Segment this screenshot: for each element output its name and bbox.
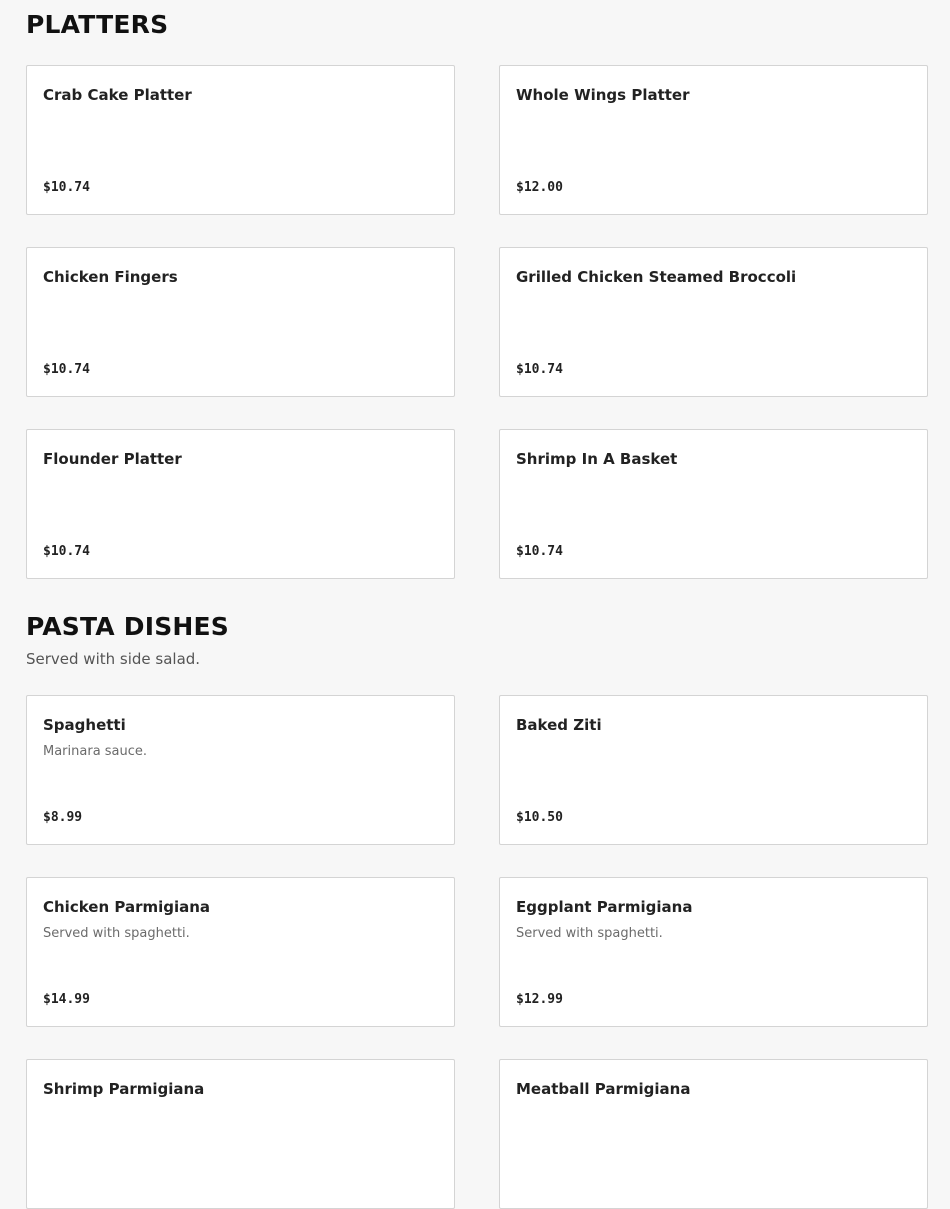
menu-item-name: Chicken Fingers	[43, 268, 178, 286]
menu-item-price: $12.99	[516, 992, 563, 1007]
menu-item-name: Chicken Parmigiana	[43, 898, 211, 916]
menu-item-description: Served with spaghetti.	[43, 926, 190, 941]
menu-item-card[interactable]	[499, 65, 928, 215]
menu-item-price: $10.50	[516, 810, 563, 825]
menu-item-card[interactable]	[26, 247, 455, 397]
menu-item-grid	[26, 695, 928, 1209]
menu-item-card[interactable]	[499, 1059, 928, 1209]
menu-item-card[interactable]	[26, 877, 455, 1027]
menu-item-name: Meatball Parmigiana	[516, 1080, 691, 1098]
menu-item-price: $14.99	[43, 992, 90, 1007]
menu-item-name: Grilled Chicken Steamed Broccoli	[516, 268, 797, 286]
menu-item-price: $10.74	[516, 544, 563, 559]
menu-item-grid	[26, 65, 928, 579]
menu-item-name: Flounder Platter	[43, 450, 182, 468]
menu-item-price: $10.74	[43, 180, 90, 195]
menu-item-card[interactable]	[26, 65, 455, 215]
menu-item-card[interactable]	[499, 695, 928, 845]
menu-item-card[interactable]	[26, 695, 455, 845]
menu-item-price: $12.00	[516, 180, 563, 195]
menu-item-description: Served with spaghetti.	[516, 926, 663, 941]
menu-item-name: Whole Wings Platter	[516, 86, 690, 104]
menu-item-price: $10.74	[43, 544, 90, 559]
menu-item-card[interactable]	[499, 877, 928, 1027]
menu-item-price: $10.74	[43, 362, 90, 377]
section-title: PASTA DISHES	[26, 612, 230, 641]
menu-item-price: $10.74	[516, 362, 563, 377]
menu-item-name: Eggplant Parmigiana	[516, 898, 693, 916]
menu-item-card[interactable]	[26, 429, 455, 579]
menu-item-name: Spaghetti	[43, 716, 126, 734]
menu-item-price: $8.99	[43, 810, 83, 825]
section-subtitle: Served with side salad.	[26, 650, 201, 668]
menu-section-pasta-dishes	[26, 612, 928, 1209]
menu-item-card[interactable]	[26, 1059, 455, 1209]
menu-item-card[interactable]	[499, 247, 928, 397]
menu-item-description: Marinara sauce.	[43, 744, 148, 759]
menu-item-name: Shrimp Parmigiana	[43, 1080, 205, 1098]
menu-item-name: Shrimp In A Basket	[516, 450, 678, 468]
menu-item-card[interactable]	[499, 429, 928, 579]
menu-item-name: Crab Cake Platter	[43, 86, 192, 104]
section-title: PLATTERS	[26, 10, 169, 39]
menu-item-name: Baked Ziti	[516, 716, 602, 734]
menu-section-platters	[26, 10, 928, 579]
